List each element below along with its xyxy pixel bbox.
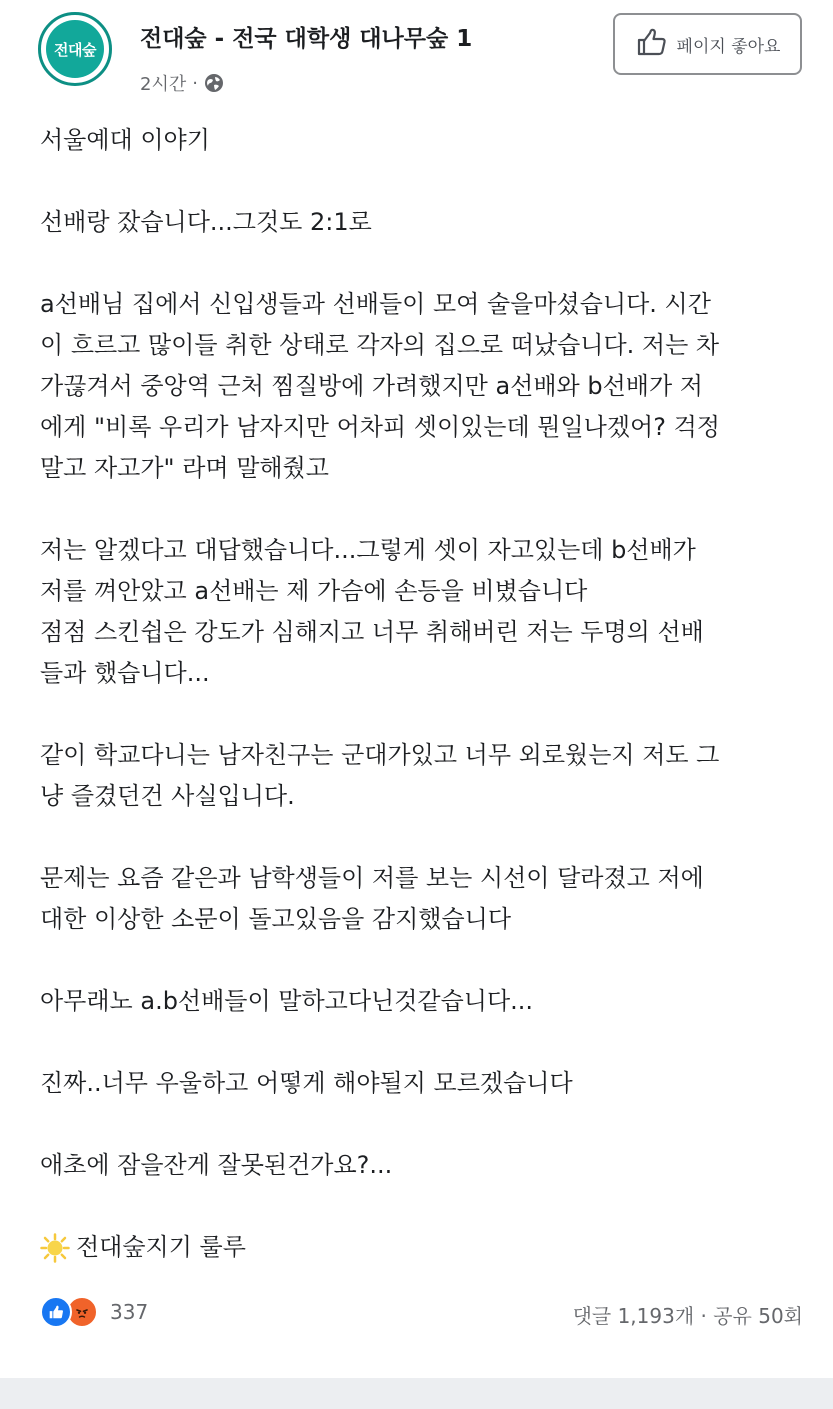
page-avatar[interactable]: [38, 12, 112, 86]
comments-shares-stats[interactable]: 댓글 1,193개 · 공유 50회: [572, 1304, 803, 1328]
post-paragraph: 문제는 요즘 같은과 남학생들이 저를 보는 시선이 달라졌고 저에 대한 이상한 소문이 돌고있음을 감지했습니다: [40, 864, 704, 933]
like-page-button[interactable]: [613, 13, 802, 75]
post-paragraph: 저는 알겠다고 대답했습니다...그렇게 셋이 자고있는데 b선배가 저를 껴안았고 a선배는 제 가슴에 손등을 비볐습니다 점점 스킨쉽은 강도가 심해지고 너무 취해버린 저는 두명의 선배 들과 했습니다...: [40, 536, 704, 687]
post-paragraph: 서울예대 이야기: [40, 126, 210, 154]
globe-icon[interactable]: [204, 73, 224, 93]
reactions-summary[interactable]: [40, 1296, 148, 1328]
post-paragraph: 선배랑 잤습니다...그것도 2:1로: [40, 208, 372, 236]
meta-separator: ·: [192, 72, 198, 94]
reaction-count: 337: [110, 1300, 149, 1324]
post-body: [40, 120, 810, 1268]
signature-text: 전대숲지기 룰루: [76, 1233, 246, 1261]
signature: [40, 1227, 810, 1268]
feed-divider: [0, 1378, 833, 1409]
post-time[interactable]: 2시간: [140, 74, 187, 95]
like-page-label: 페이지 좋아요: [676, 36, 781, 57]
like-reaction-icon: [40, 1296, 72, 1328]
post-meta: [140, 70, 224, 96]
post-paragraph: a선배님 집에서 신입생들과 선배들이 모여 술을마셨습니다. 시간 이 흐르고 많이들 취한 상태로 각자의 집으로 떠났습니다. 저는 차 가끊겨서 중앙역 근처 찜질방에 가려했지만 a선배와 b선배가 저 에게 "비록 우리가 남자지만 어차피 셋이있는데 뭔일나겠어? 걱정 말고 자고가" 라며 말해줬고: [40, 290, 720, 482]
thumbs-up-outline-icon: [635, 25, 669, 64]
post-paragraph: 아무래노 a.b선배들이 말하고다닌것같습니다...: [40, 987, 534, 1015]
post-paragraph: 같이 학교다니는 남자친구는 군대가있고 너무 외로웠는지 저도 그 냥 즐겼던건 사실입니다.: [40, 741, 720, 810]
avatar-text: 전대숲: [46, 20, 104, 78]
sun-icon: [40, 1233, 70, 1263]
page-name-link[interactable]: 전대숲 - 전국 대학생 대나무숲 1: [140, 26, 473, 52]
post-paragraph: 진짜..너무 우울하고 어떻게 해야될지 모르겠습니다: [40, 1069, 573, 1097]
post-paragraph: 애초에 잠을잔게 잘못된건가요?...: [40, 1151, 393, 1179]
